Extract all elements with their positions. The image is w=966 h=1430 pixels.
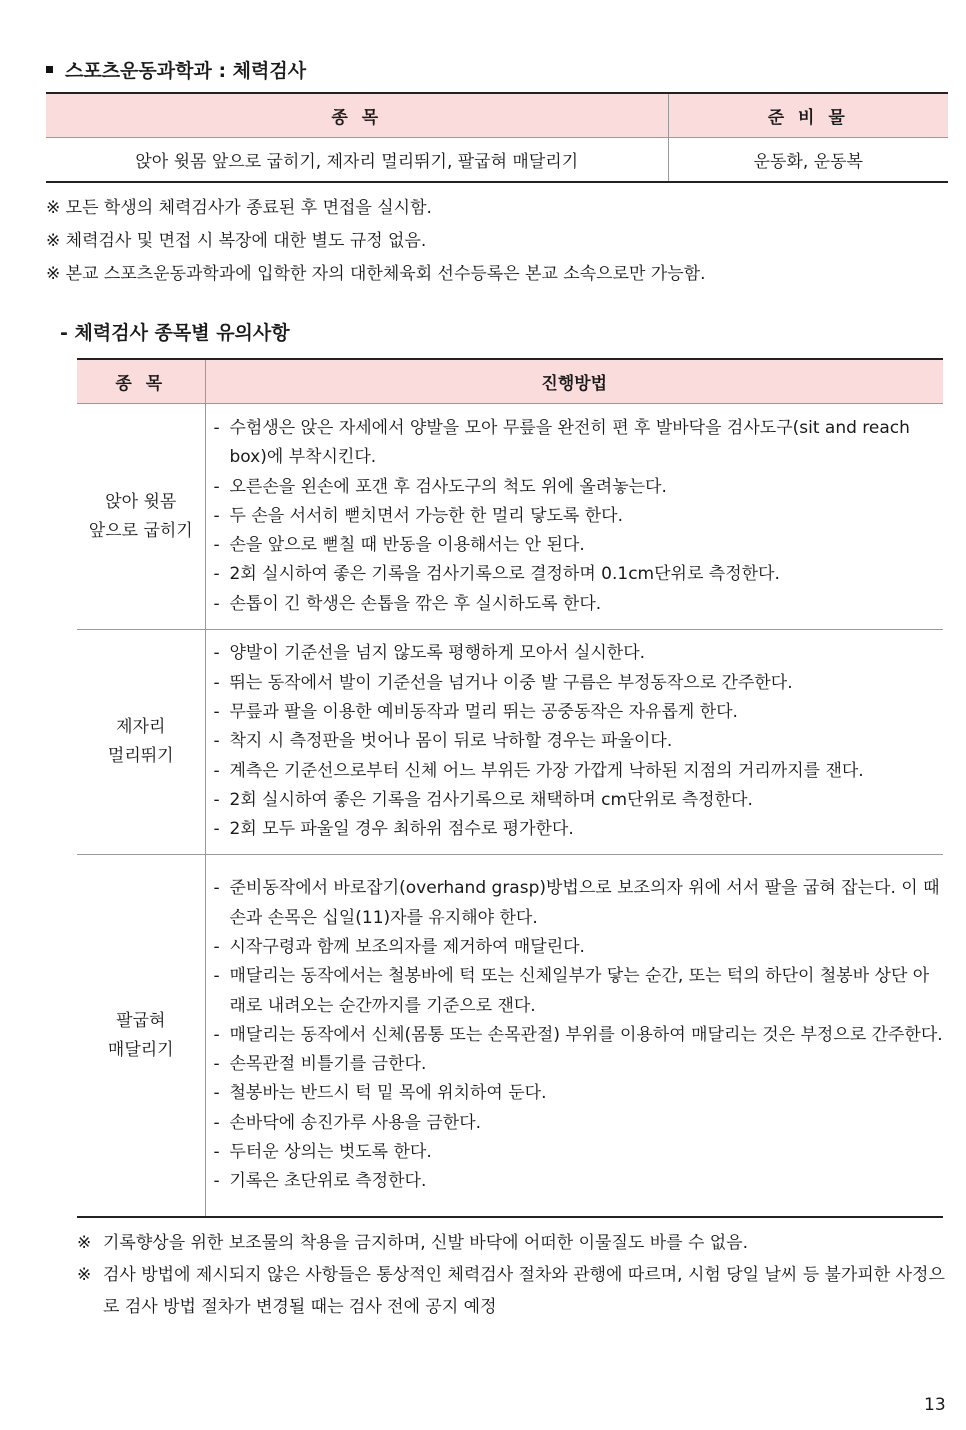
table-row [77,404,943,630]
square-bullet-icon [46,66,53,73]
list-item: - 2회 모두 파울일 경우 최하위 점수로 평가한다. [214,815,944,844]
method-list [214,414,944,619]
table-row [77,855,943,1218]
event-cell: 앉아 윗몸 앞으로 굽히기, 제자리 멀리뛰기, 팔굽혀 매달리기 [46,138,668,183]
note-text: 기록향상을 위한 보조물의 착용을 금지하며, 신발 바닥에 어떠한 이물질도 바를 수 없음. [103,1233,749,1253]
section-title-text: 스포츠운동과학과 : 체력검사 [65,60,307,82]
list-item: - 2회 실시하여 좋은 기록을 검사기록으로 결정하며 0.1cm단위로 측정한다. [214,560,944,589]
page-number: 13 [924,1395,946,1415]
list-item: - 매달리는 동작에서 신체(몸통 또는 손목관절) 부위를 이용하여 매달리는 것은 부정으로 간주한다. [214,1021,944,1050]
note-item: ※ 모든 학생의 체력검사가 종료된 후 면접을 실시함. [46,198,432,218]
note-text: 검사 방법에 제시되지 않은 사항들은 통상적인 체력검사 절차와 관행에 따르며, 시험 당일 날씨 등 불가피한 사정으로 검사 방법 절차가 변경될 때는 검사 전에 공지 예정 [103,1265,945,1317]
event-name-line: 제자리 [116,717,166,737]
header-event: 종 목 [77,359,205,404]
list-item: - 수험생은 앉은 자세에서 양발을 모아 무릎을 완전히 편 후 발바닥을 검사도구(sit and reach box)에 부착시킨다. [214,414,944,473]
list-item: - 손바닥에 송진가루 사용을 금한다. [214,1109,944,1138]
list-item: - 손톱이 긴 학생은 손톱을 깎은 후 실시하도록 한다. [214,590,944,619]
method-cell [205,404,943,630]
method-cell [205,630,943,855]
method-list [214,639,944,844]
list-item: - 기록은 초단위로 측정한다. [214,1167,944,1196]
event-name-cell [77,630,205,855]
note-item [77,1227,955,1259]
header-event: 종 목 [46,93,668,138]
list-item: - 매달리는 동작에서는 철봉바에 턱 또는 신체일부가 닿는 순간, 또는 턱의 하단이 철봉바 상단 아래로 내려오는 순간까지를 기준으로 잰다. [214,962,944,1021]
event-name-cell [77,404,205,630]
event-name-line: 앉아 윗몸 [105,491,177,512]
equipment-table-row [46,138,948,183]
event-name-cell [77,855,205,1218]
list-item: - 손을 앞으로 뻗칠 때 반동을 이용해서는 안 된다. [214,531,944,560]
event-name-line: 앞으로 굽히기 [88,520,193,541]
procedure-table-header [77,359,943,404]
method-cell [205,855,943,1218]
header-prep: 준 비 물 [668,93,948,138]
header-method: 진행방법 [205,359,943,404]
list-item: - 2회 실시하여 좋은 기록을 검사기록으로 채택하며 cm단위로 측정한다. [214,786,944,815]
list-item: - 오른손을 왼손에 포갠 후 검사도구의 척도 위에 올려놓는다. [214,473,944,502]
note-item: ※ 체력검사 및 면접 시 복장에 대한 별도 규정 없음. [46,231,427,251]
reference-mark: ※ [77,1265,92,1285]
list-item: - 착지 시 측정판을 벗어나 몸이 뒤로 낙하할 경우는 파울이다. [214,727,944,756]
note-item: ※ 본교 스포츠운동과학과에 입학한 자의 대한체육회 선수등록은 본교 소속으로만 가능함. [46,264,706,284]
list-item: - 시작구령과 함께 보조의자를 제거하여 매달린다. [214,933,944,962]
notes-top [46,192,705,291]
list-item: - 뛰는 동작에서 발이 기준선을 넘거나 이중 발 구름은 부정동작으로 간주한다. [214,669,944,698]
subsection-title: - 체력검사 종목별 유의사항 [60,322,290,344]
table-row [77,630,943,855]
list-item: - 계측은 기준선으로부터 신체 어느 부위든 가장 가깝게 낙하된 지점의 거리까지를 잰다. [214,757,944,786]
notes-bottom [77,1227,955,1323]
event-name-line: 매달리기 [107,1039,174,1060]
event-name-line: 멀리뛰기 [107,746,174,766]
list-item: - 철봉바는 반드시 턱 밑 목에 위치하여 둔다. [214,1079,944,1108]
procedure-table [77,358,943,1218]
section-title [46,56,306,83]
list-item: - 준비동작에서 바로잡기(overhand grasp)방법으로 보조의자 위에 서서 팔을 굽혀 잡는다. 이 때 손과 손목은 십일(11)자를 유지해야 한다. [214,874,944,933]
equipment-table-header [46,93,948,138]
note-item [77,1259,955,1323]
list-item: - 양발이 기준선을 넘지 않도록 평행하게 모아서 실시한다. [214,639,944,668]
event-name-line: 팔굽혀 [116,1010,166,1031]
reference-mark: ※ [77,1233,92,1253]
prep-cell: 운동화, 운동복 [668,138,948,183]
equipment-table [46,92,948,183]
method-list [214,874,944,1196]
list-item: - 두터운 상의는 벗도록 한다. [214,1138,944,1167]
list-item: - 손목관절 비틀기를 금한다. [214,1050,944,1079]
list-item: - 두 손을 서서히 뻗치면서 가능한 한 멀리 닿도록 한다. [214,502,944,531]
list-item: - 무릎과 팔을 이용한 예비동작과 멀리 뛰는 공중동작은 자유롭게 한다. [214,698,944,727]
